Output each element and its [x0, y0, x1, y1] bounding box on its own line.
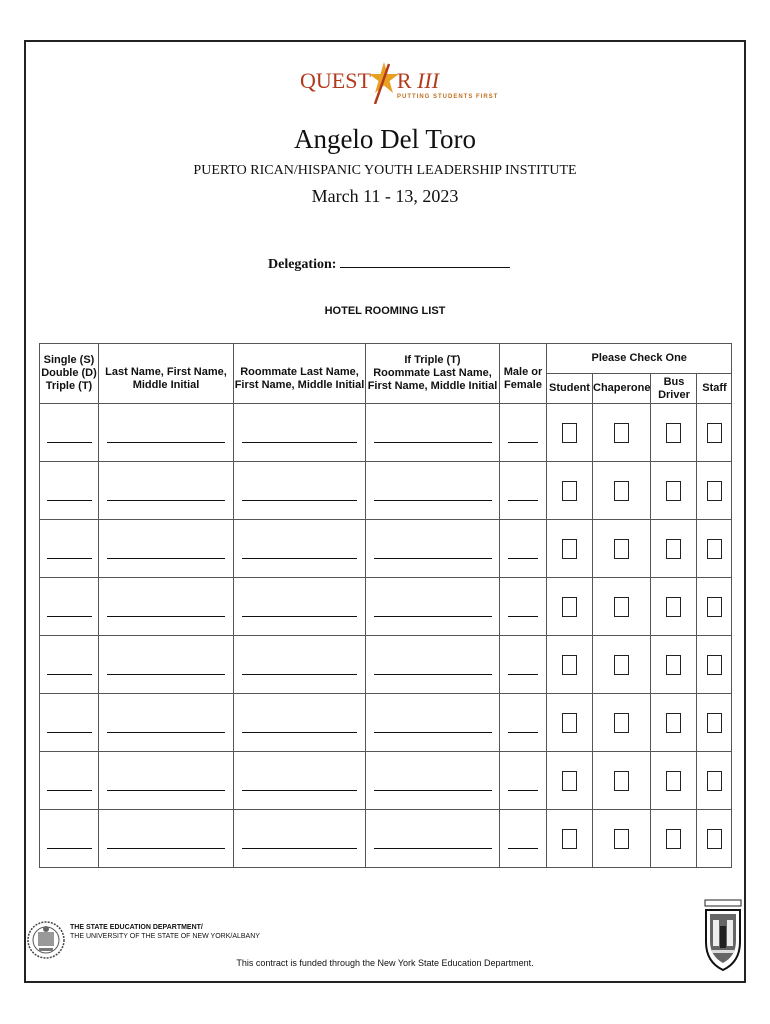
roommate-field[interactable] [242, 770, 357, 791]
header-room-type: Single (S) Double (D) Triple (T) [40, 344, 99, 404]
table-cell [500, 694, 547, 752]
triple-roommate-field[interactable] [374, 654, 492, 675]
room-type-field[interactable] [47, 596, 92, 617]
table-cell [366, 404, 500, 462]
gender-field[interactable] [508, 654, 538, 675]
triple-roommate-field[interactable] [374, 422, 492, 443]
table-cell [500, 636, 547, 694]
table-cell [40, 520, 99, 578]
table-cell [547, 752, 593, 810]
delegation-label: Delegation: [268, 257, 337, 272]
table-cell [651, 752, 697, 810]
table-cell [500, 462, 547, 520]
table-cell [40, 694, 99, 752]
chaperone-checkbox[interactable] [614, 481, 629, 501]
table-cell [366, 694, 500, 752]
table-cell [500, 404, 547, 462]
table-cell [234, 520, 366, 578]
table-cell [99, 694, 234, 752]
table-cell [234, 810, 366, 868]
room-type-field[interactable] [47, 654, 92, 675]
table-cell [366, 810, 500, 868]
header-bus-driver: Bus Driver [651, 374, 697, 404]
rooming-table [39, 343, 732, 868]
name-field[interactable] [107, 480, 225, 501]
staff-checkbox[interactable] [707, 771, 722, 791]
table-cell [99, 810, 234, 868]
table-cell [593, 462, 651, 520]
room-type-field[interactable] [47, 712, 92, 733]
student-checkbox[interactable] [562, 423, 577, 443]
table-cell [366, 462, 500, 520]
table-cell [593, 404, 651, 462]
table-cell [697, 752, 732, 810]
roommate-field[interactable] [242, 654, 357, 675]
table-cell [651, 462, 697, 520]
list-title: HOTEL ROOMING LIST [324, 305, 446, 317]
table-row [40, 520, 732, 578]
funding-note: This contract is funded through the New York State Education Department. [236, 958, 534, 968]
room-type-field[interactable] [47, 828, 92, 849]
bus-driver-checkbox[interactable] [666, 771, 681, 791]
table-body [40, 404, 732, 868]
roommate-field[interactable] [242, 480, 357, 501]
name-field[interactable] [107, 654, 225, 675]
gender-field[interactable] [508, 596, 538, 617]
table-cell [547, 694, 593, 752]
table-cell [366, 520, 500, 578]
student-checkbox[interactable] [562, 771, 577, 791]
table-cell [651, 520, 697, 578]
table-cell [99, 520, 234, 578]
triple-roommate-field[interactable] [374, 596, 492, 617]
triple-roommate-field[interactable] [374, 480, 492, 501]
staff-checkbox[interactable] [707, 423, 722, 443]
table-cell [234, 694, 366, 752]
header-name: Last Name, First Name, Middle Initial [99, 344, 234, 404]
table-cell [40, 752, 99, 810]
room-type-field[interactable] [47, 480, 92, 501]
gender-field[interactable] [508, 538, 538, 559]
name-field[interactable] [107, 422, 225, 443]
state-education-dept: THE STATE EDUCATION DEPARTMENT/ THE UNIVERSITY OF THE STATE OF NEW YORK/ALBANY [70, 924, 260, 940]
table-cell [697, 578, 732, 636]
header-check-group: Please Check One [547, 344, 732, 374]
bus-driver-checkbox[interactable] [666, 655, 681, 675]
table-cell [593, 578, 651, 636]
staff-checkbox[interactable] [707, 829, 722, 849]
table-cell [40, 462, 99, 520]
table-cell [697, 694, 732, 752]
table-row [40, 462, 732, 520]
roommate-field[interactable] [242, 596, 357, 617]
table-cell [40, 404, 99, 462]
table-cell [99, 462, 234, 520]
bus-driver-checkbox[interactable] [666, 423, 681, 443]
name-field[interactable] [107, 770, 225, 791]
table-row [40, 636, 732, 694]
star-icon [369, 60, 399, 104]
triple-roommate-field[interactable] [374, 770, 492, 791]
triple-roommate-field[interactable] [374, 538, 492, 559]
room-type-field[interactable] [47, 422, 92, 443]
student-checkbox[interactable] [562, 713, 577, 733]
delegation-input-line[interactable] [340, 255, 510, 268]
table-cell [500, 810, 547, 868]
roommate-field[interactable] [242, 712, 357, 733]
chaperone-checkbox[interactable] [614, 771, 629, 791]
table-cell [500, 752, 547, 810]
table-cell [547, 404, 593, 462]
quest-logo [300, 66, 499, 106]
table-row [40, 404, 732, 462]
header-staff: Staff [697, 374, 732, 404]
student-checkbox[interactable] [562, 829, 577, 849]
bus-driver-checkbox[interactable] [666, 597, 681, 617]
student-checkbox[interactable] [562, 539, 577, 559]
triple-roommate-field[interactable] [374, 712, 492, 733]
name-field[interactable] [107, 712, 225, 733]
name-field[interactable] [107, 828, 225, 849]
chaperone-checkbox[interactable] [614, 713, 629, 733]
student-checkbox[interactable] [562, 481, 577, 501]
staff-checkbox[interactable] [707, 481, 722, 501]
name-field[interactable] [107, 596, 225, 617]
student-checkbox[interactable] [562, 655, 577, 675]
table-cell [99, 752, 234, 810]
table-cell [500, 520, 547, 578]
header-gender: Male or Female [500, 344, 547, 404]
name-field[interactable] [107, 538, 225, 559]
table-cell [500, 578, 547, 636]
gender-field[interactable] [508, 828, 538, 849]
table-cell [366, 752, 500, 810]
gender-field[interactable] [508, 480, 538, 501]
delegation-field [268, 255, 510, 273]
table-row [40, 694, 732, 752]
table-cell [593, 694, 651, 752]
logo-tagline: PUTTING STUDENTS FIRST [397, 94, 499, 100]
table-cell [234, 462, 366, 520]
header-triple-roommate: If Triple (T) Roommate Last Name, First Name, Middle Initial [366, 344, 500, 404]
staff-checkbox[interactable] [707, 655, 722, 675]
table-cell [40, 810, 99, 868]
table-cell [547, 636, 593, 694]
gender-field[interactable] [508, 422, 538, 443]
table-cell [234, 404, 366, 462]
roommate-field[interactable] [242, 422, 357, 443]
document-title: Angelo Del Toro [293, 124, 477, 154]
table-cell [547, 520, 593, 578]
staff-checkbox[interactable] [707, 539, 722, 559]
table-cell [234, 752, 366, 810]
table-cell [651, 636, 697, 694]
table-cell [99, 578, 234, 636]
logo-wordmark: QUEST R III [300, 68, 440, 93]
chaperone-checkbox[interactable] [614, 597, 629, 617]
staff-checkbox[interactable] [707, 597, 722, 617]
chaperone-checkbox[interactable] [614, 539, 629, 559]
table-cell [547, 810, 593, 868]
table-row [40, 752, 732, 810]
table-row [40, 810, 732, 868]
gender-field[interactable] [508, 770, 538, 791]
table-cell [40, 636, 99, 694]
table-cell [593, 752, 651, 810]
room-type-field[interactable] [47, 538, 92, 559]
bus-driver-checkbox[interactable] [666, 713, 681, 733]
roommate-field[interactable] [242, 538, 357, 559]
table-row [40, 578, 732, 636]
table-cell [547, 462, 593, 520]
table-cell [99, 404, 234, 462]
staff-checkbox[interactable] [707, 713, 722, 733]
table-cell [697, 810, 732, 868]
bus-driver-checkbox[interactable] [666, 481, 681, 501]
chaperone-checkbox[interactable] [614, 655, 629, 675]
table-cell [651, 578, 697, 636]
gender-field[interactable] [508, 712, 538, 733]
table-cell [697, 636, 732, 694]
room-type-field[interactable] [47, 770, 92, 791]
bus-driver-checkbox[interactable] [666, 829, 681, 849]
chaperone-checkbox[interactable] [614, 829, 629, 849]
table-cell [651, 404, 697, 462]
table-cell [593, 520, 651, 578]
institute-name: PUERTO RICAN/HISPANIC YOUTH LEADERSHIP INSTITUTE [193, 163, 577, 178]
table-cell [697, 404, 732, 462]
table-cell [697, 520, 732, 578]
table-cell [40, 578, 99, 636]
roommate-field[interactable] [242, 828, 357, 849]
header-chaperone: Chaperone [593, 374, 651, 404]
table-cell [366, 578, 500, 636]
table-cell [547, 578, 593, 636]
table-cell [234, 578, 366, 636]
header-roommate: Roommate Last Name, First Name, Middle Initial [234, 344, 366, 404]
table-cell [651, 694, 697, 752]
triple-roommate-field[interactable] [374, 828, 492, 849]
table-cell [593, 810, 651, 868]
table-cell [99, 636, 234, 694]
header-student: Student [547, 374, 593, 404]
bus-driver-checkbox[interactable] [666, 539, 681, 559]
table-cell [593, 636, 651, 694]
table-cell [366, 636, 500, 694]
table-cell [651, 810, 697, 868]
table-cell [697, 462, 732, 520]
student-checkbox[interactable] [562, 597, 577, 617]
chaperone-checkbox[interactable] [614, 423, 629, 443]
table-cell [234, 636, 366, 694]
event-dates: March 11 - 13, 2023 [311, 186, 459, 206]
